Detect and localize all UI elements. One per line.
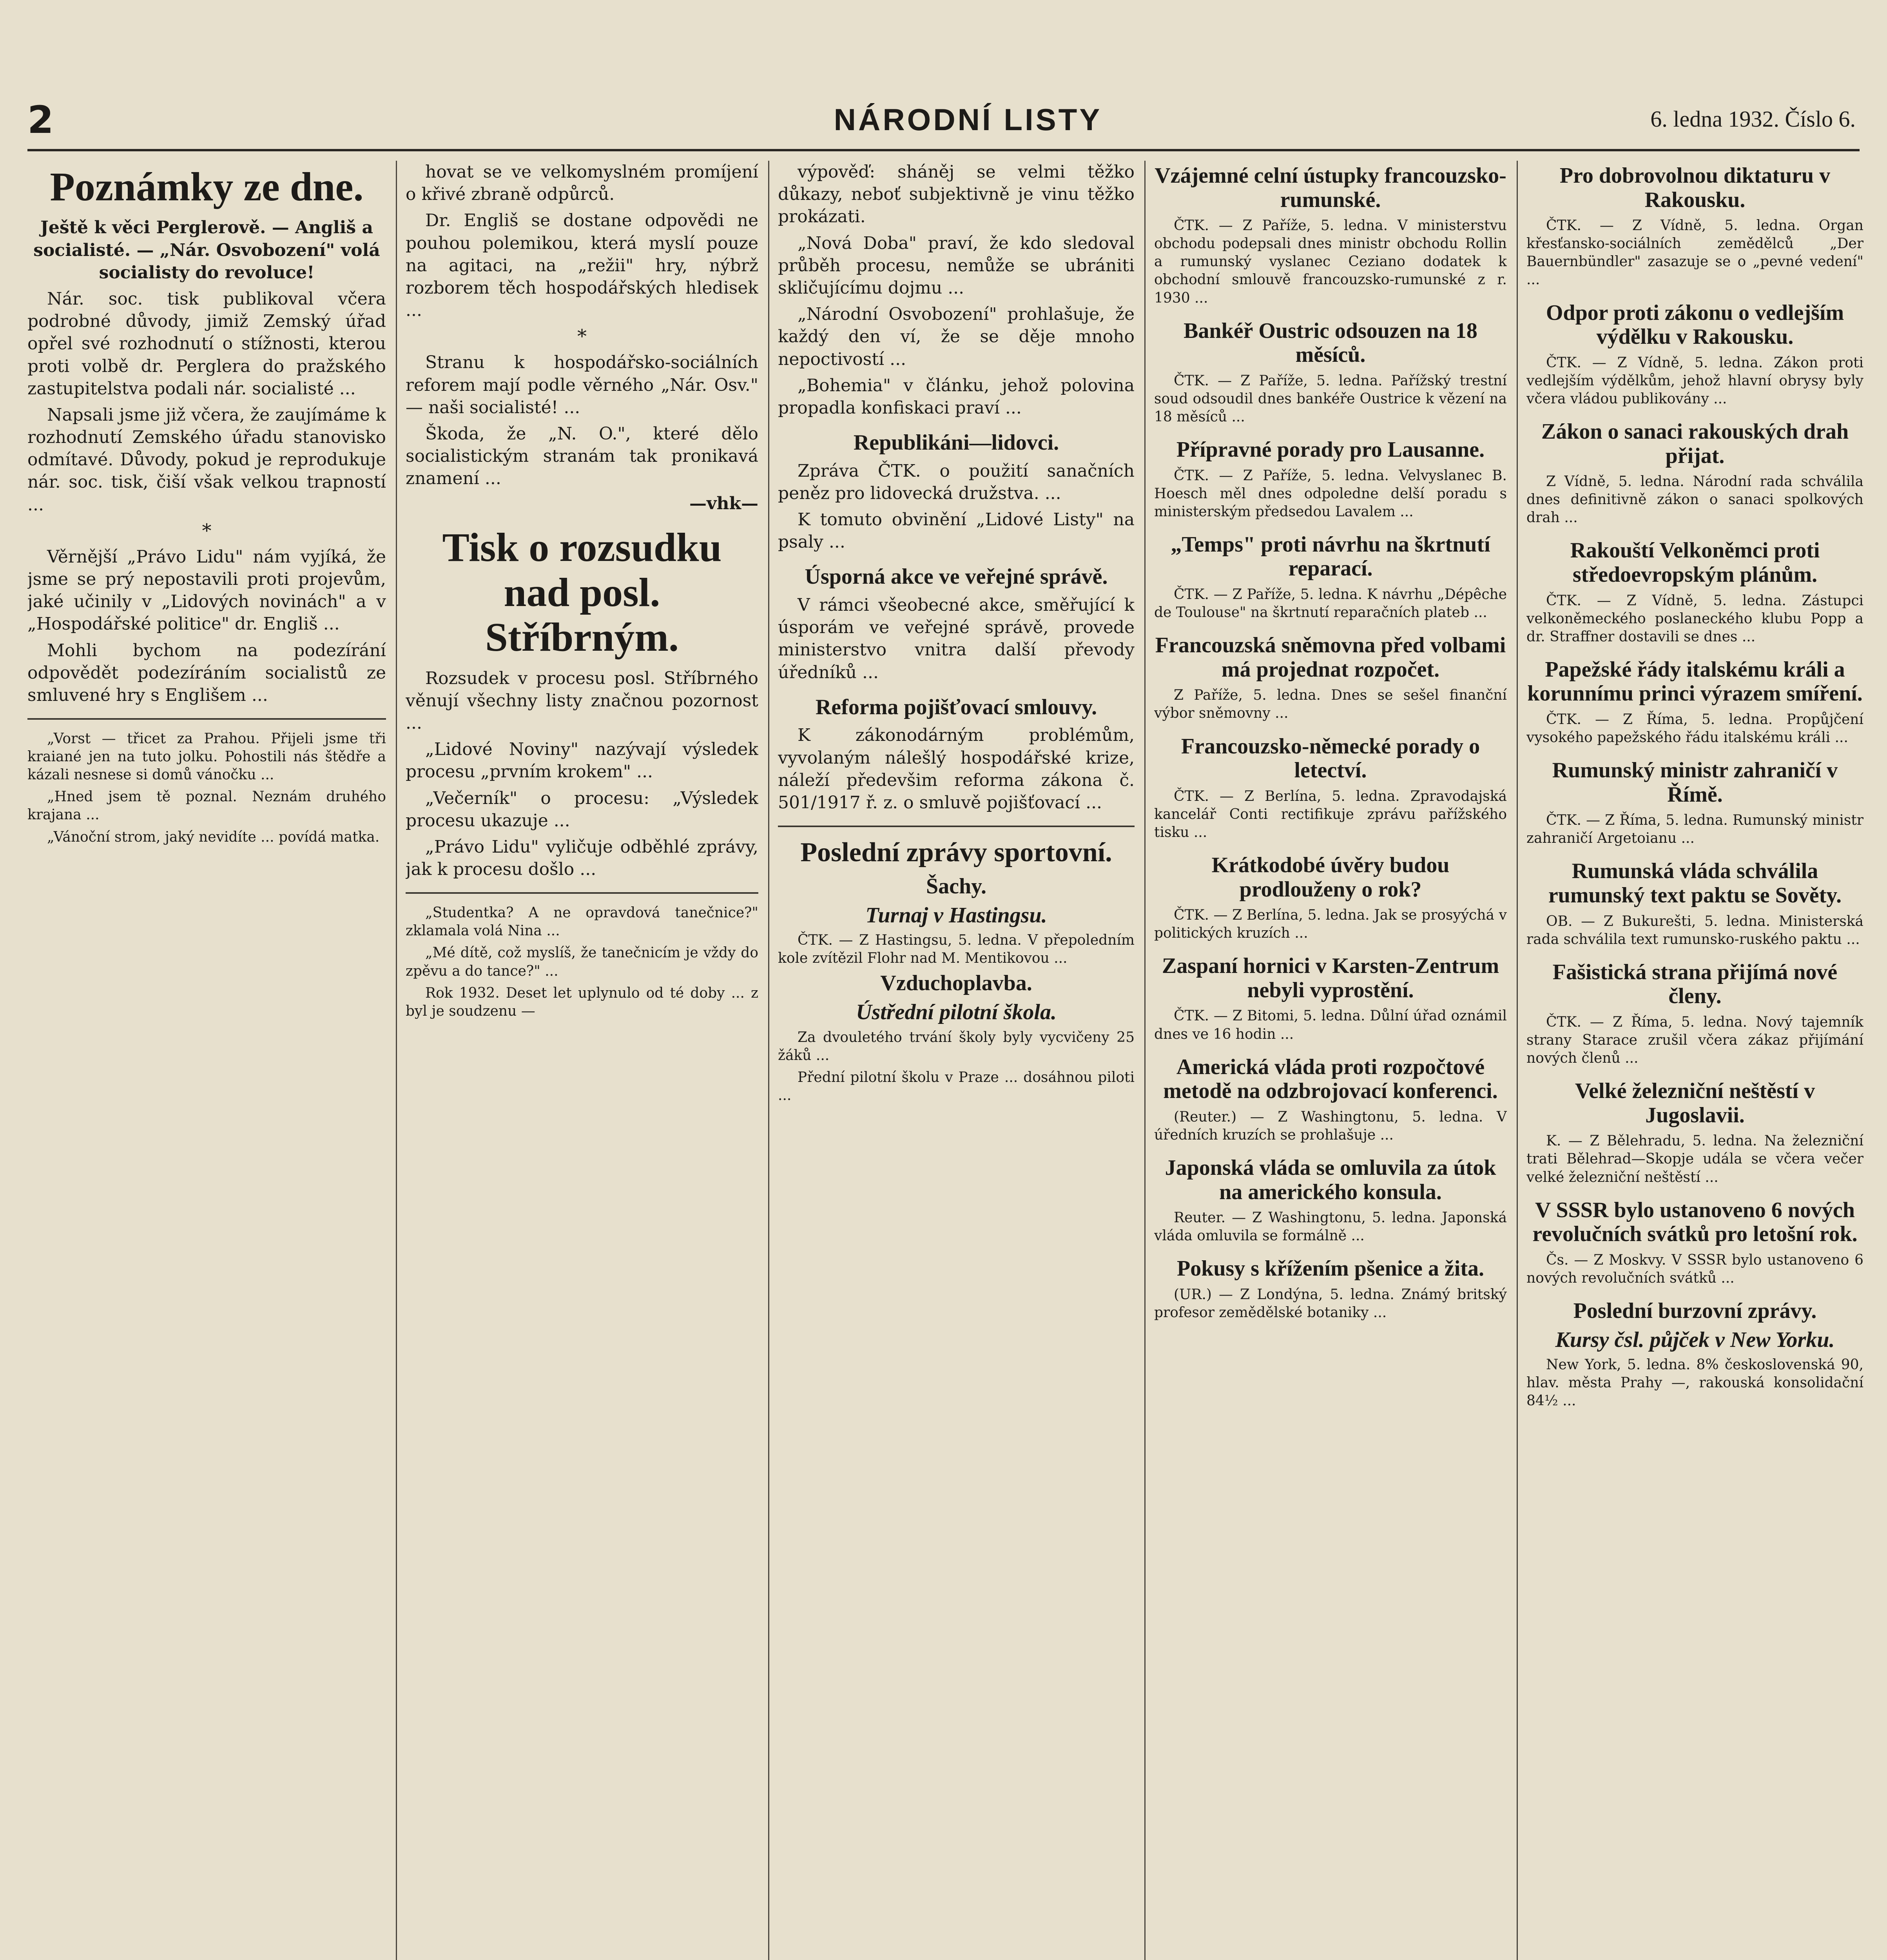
article-paragraph: „Večerník" o procesu: „Výsledek procesu ukazuje ... (406, 788, 758, 831)
article-paragraph: K zákonodárným problémům, vyvolaným nálešlý hospodářské krize, náleží předevšim reforma zákona č. 501/1917 ř. z. o smluvě pojišťovací ... (778, 725, 1135, 813)
article-title: Tisk o rozsudku nad posl. Stříbrným. (442, 525, 722, 660)
news-item (1526, 1299, 1863, 1410)
news-item (1154, 1055, 1507, 1144)
column-5 (1526, 161, 1863, 1960)
article-paragraph: ČTK. — Z Bitomi, 5. ledna. Důlní úřad oznámil dnes ve 16 hodin ... (1154, 1008, 1507, 1042)
article-paragraph: Nár. soc. tisk publikoval včera podrobné důvody, jimiž Zemský úřad opřel své rozhodnutí o stížnosti, kterou proti volbě dr. Perglera do pražského zastupitelstva podali nár. socialisté ... (27, 289, 386, 399)
news-item (1526, 539, 1863, 646)
column-4 (1154, 161, 1507, 1960)
article-paragraph: (UR.) — Z Londýna, 5. ledna. Známý britský profesor zemědělské botaniky ... (1154, 1286, 1507, 1321)
article-paragraph: „Bohemia" v článku, jehož polovina propadla konfiskaci praví ... (778, 375, 1135, 418)
article-paragraph: „Právo Lidu" vyličuje odběhlé zprávy, jak k procesu došlo ... (406, 837, 758, 880)
article-title: Reforma pojišťovací smlouvy. (815, 695, 1097, 719)
article-usporna-akce (778, 565, 1135, 683)
article-title: Úsporná akce ve veřejné správě. (805, 564, 1108, 589)
article-title: Rumunský ministr zahraničí v Římě. (1552, 758, 1838, 807)
news-item (1154, 853, 1507, 942)
feuilleton (406, 904, 758, 1020)
column-3 (778, 161, 1135, 1960)
article-poznamky (27, 165, 386, 706)
news-item (1526, 960, 1863, 1067)
column-1 (27, 161, 386, 1960)
article-paragraph: ČTK. — Z Říma, 5. ledna. Nový tajemník strany Starace zrušil včera zákaz přijímání nových členů ... (1526, 1014, 1863, 1067)
article-paragraph: ČTK. — Z Říma, 5. ledna. Rumunský ministr zahraničí Argetoianu ... (1526, 812, 1863, 847)
article-paragraph: ČTK. — Z Vídně, 5. ledna. Zástupci velkoněmeckého poslaneckého klubu Popp a dr. Straffner dostavili se dnes ... (1526, 592, 1863, 645)
article-paragraph: Napsali jsme již včera, že zaujímáme k rozhodnutí Zemského úřadu stanovisko odmítavé. Důvody, pokud je reprodukuje nár. soc. tisk, čiší však velkou trapností ... (27, 405, 386, 515)
article-paragraph: výpověď: sháněj se velmi těžko důkazy, neboť subjektivně je vinu těžko prokázati. (778, 162, 1135, 227)
feuilleton-paragraph: Rok 1932. Deset let uplynulo od té doby ... z byl je soudzenu — (406, 985, 758, 1019)
article-paragraph: K. — Z Bělehradu, 5. ledna. Na železniční trati Bělehrad—Skopje udála se včera večer velké železniční neštěstí ... (1526, 1133, 1863, 1185)
article-title: Pro dobrovolnou diktaturu v Rakousku. (1559, 163, 1831, 212)
article-title: Fašistická strana přijímá nové členy. (1552, 960, 1838, 1009)
article-paragraph: ČTK. — Z Říma, 5. ledna. Propůjčení vysokého papežského řádu italskému králi ... (1526, 711, 1863, 746)
news-item (1526, 1079, 1863, 1186)
article-title: Zákon o sanaci rakouských drah přijat. (1541, 419, 1849, 468)
news-item (1154, 533, 1507, 622)
article-title: Americká vláda proti rozpočtové metodě na odzbrojovací konferenci. (1163, 1054, 1498, 1103)
article-paragraph: ČTK. — Z Vídně, 5. ledna. Organ křesťansko-sociálních zemědělců „Der Bauernbündler" zasazuje se o „pevné vedení" ... (1526, 218, 1863, 288)
article-paragraph: „Lidové Noviny" nazývají výsledek procesu „prvním krokem" ... (406, 739, 758, 782)
article-paragraph: Mohli bychom na podezírání odpovědět podezíráním socialistů ze smluvené hry s Englišem ... (27, 640, 386, 705)
news-item (1526, 164, 1863, 289)
article-title: Japonská vláda se omluvila za útok na amerického konsula. (1165, 1155, 1496, 1204)
paper-title: NÁRODNÍ LISTY (834, 102, 1102, 137)
feuilleton-paragraph: „Studentka? A ne opravdová tanečnice?" zklamala volá Nina ... (406, 905, 758, 939)
article-paragraph: ČTK. — Z Paříže, 5. ledna. V ministerstvu obchodu podepsali dnes ministr obchodu Rollin a rumunský vyslanec Ceziano dodatek k obchodní smlouvě francouzsko-rumunské z r. 1930 ... (1154, 218, 1507, 306)
masthead (27, 90, 1860, 151)
news-item (1154, 1156, 1507, 1245)
article-title: Zaspaní hornici v Karsten-Zentrum nebyli vyprostění. (1162, 954, 1499, 1002)
article-paragraph: Čs. — Z Moskvy. V SSSR bylo ustanoveno 6 nových revolučních svátků ... (1526, 1252, 1863, 1286)
news-item (1154, 438, 1507, 521)
article-paragraph: Zpráva ČTK. o použití sanačních peněz pro lidovecká družstva. ... (778, 461, 1135, 503)
article-paragraph: „Národní Osvobození" prohlašuje, že každý den ví, že se děje mnoho nepoctivostí ... (778, 304, 1135, 369)
column-rule (768, 161, 769, 1960)
article-paragraph: hovat se ve velkomyslném promíjení o křivé zbraně odpůrců. (406, 162, 758, 205)
article-paragraph: Z Vídně, 5. ledna. Národní rada schválila dnes definitivně zákon o sanaci spolkových drah ... (1526, 474, 1863, 526)
article-republikani (778, 431, 1135, 553)
article-title: Rumunská vláda schválila rumunský text paktu se Sověty. (1548, 859, 1842, 908)
news-item (1526, 301, 1863, 408)
section-subtitle: Turnaj v Hastingsu. (865, 903, 1047, 927)
article-title: Bankéř Oustric odsouzen na 18 měsíců. (1184, 318, 1477, 367)
article-title: Odpor proti zákonu o vedlejším výdělku v Rakousku. (1546, 300, 1844, 349)
section-rule (406, 892, 758, 894)
article-paragraph: ČTK. — Z Paříže, 5. ledna. Pařížský trestní soud odsoudil dnes bankéře Oustrice k vězení na 18 měsíců ... (1154, 372, 1507, 425)
feuilleton-paragraph: „Mé dítě, což myslíš, že tanečnicím je vždy do zpěvu a do tance?" ... (406, 945, 758, 979)
section-subtitle: Šachy. (926, 874, 987, 899)
section-rule (27, 718, 386, 720)
article-paragraph: ČTK. — Z Vídně, 5. ledna. Zákon proti vedlejším výdělkům, jehož hlavní obrysy byly včera vládou publikovány ... (1526, 354, 1863, 407)
news-item (1154, 319, 1507, 426)
article-title: Velké železniční neštěstí v Jugoslavii. (1575, 1079, 1815, 1127)
feuilleton-paragraph: „Hned jsem tě poznal. Neznám druhého krajana ... (27, 789, 386, 823)
feuilleton-paragraph: „Vánoční strom, jaký nevidíte ... povídá matka. (47, 829, 380, 845)
article-title: Pokusy s křížením pšenice a žita. (1177, 1256, 1484, 1281)
article-signature: —vhk— (689, 494, 758, 514)
article-title: Republikáni—lidovci. (853, 430, 1059, 455)
article-title: Krátkodobé úvěry budou prodlouženy o rok? (1211, 853, 1450, 902)
article-title: Rakouští Velkoněmci proti středoevropským plánům. (1570, 538, 1820, 587)
article-paragraph: Dr. Engliš se dostane odpovědi ne pouhou polemikou, která myslí pouze na agitaci, na „režii" hry, nýbrž rozborem těch hospodářských hledisek ... (406, 211, 758, 321)
article-title: Poslední burzovní zprávy. (1573, 1298, 1817, 1323)
article-paragraph: Rozsudek v procesu posl. Stříbrného věnují všechny listy značnou pozornost ... (406, 668, 758, 733)
article-paragraph: Reuter. — Z Washingtonu, 5. ledna. Japonská vláda omluvila se formálně ... (1154, 1210, 1507, 1244)
news-item (1526, 859, 1863, 948)
news-item (1526, 658, 1863, 747)
column-rule (396, 161, 397, 1960)
article-paragraph: Stranu k hospodářsko-sociálních reforem mají podle věrného „Nár. Osv." — naši socialisté! ... (406, 352, 758, 417)
article-paragraph: New York, 5. ledna. 8% československá 90, hlav. města Prahy —, rakouská konsolidační 84½ ... (1526, 1357, 1863, 1409)
article-paragraph: V rámci všeobecné akce, směřující k úsporám ve veřejné správě, provede ministerstvo vnitra další převody úředníků ... (778, 595, 1135, 682)
article-paragraph: ČTK. — Z Berlína, 5. ledna. Zpravodajská kancelář Conti rectifikuje zprávu pařížského tisku ... (1154, 788, 1507, 840)
article-paragraph: OB. — Z Bukurešti, 5. ledna. Ministerská rada schválila text rumunsko-ruského paktu ... (1526, 913, 1863, 947)
article-title: Papežské řády italskému králi a korunnímu princi výrazem smíření. (1527, 657, 1863, 706)
article-paragraph: „Nová Doba" praví, že kdo sledoval průběh procesu, nemůže se ubrániti skličujícímu dojmu ... (778, 233, 1135, 298)
article-paragraph: ČTK. — Z Hastingsu, 5. ledna. V přepoledním kole zvítězil Flohr nad M. Mentikovou ... (778, 932, 1135, 967)
section-subtitle: Ústřední pilotní škola. (856, 1000, 1057, 1025)
article-sport (778, 837, 1135, 1105)
feuilleton (27, 730, 386, 846)
news-item (1154, 633, 1507, 722)
article-paragraph: Přední pilotní školu v Praze ... dosáhnou piloti ... (778, 1069, 1135, 1103)
section-rule (778, 826, 1135, 827)
section-subtitle: Kursy čsl. půjček v New Yorku. (1555, 1327, 1835, 1352)
article-title: Přípravné porady pro Lausanne. (1176, 437, 1485, 462)
separator-star: * (202, 519, 212, 542)
news-item (1154, 735, 1507, 842)
article-paragraph: ČTK. — Z Paříže, 5. ledna. Velvyslanec B. Hoesch měl dnes odpoledne delší poradu s ministerským předsedou Lavalem ... (1154, 467, 1507, 520)
article-paragraph: ČTK. — Z Berlína, 5. ledna. Jak se prosyýchá v politických kruzích ... (1154, 907, 1507, 942)
article-paragraph: ČTK. — Z Paříže, 5. ledna. K návrhu „Dépêche de Toulouse" na škrtnutí reparačních plateb ... (1154, 586, 1507, 621)
date-issue: 6. ledna 1932. Číslo 6. (1650, 106, 1856, 132)
news-item (1526, 759, 1863, 848)
article-paragraph: Za dvouletého trvání školy byly vycvičeny 25 žáků ... (778, 1029, 1135, 1063)
section-subtitle: Vzduchoplavba. (880, 971, 1032, 996)
article-subtitle: Ještě k věci Perglerově. — Angliš a socialisté. — „Nár. Osvobození" volá socialisty do revoluce! (33, 218, 380, 283)
article-continued (406, 161, 758, 514)
news-item (1154, 1257, 1507, 1322)
column-2 (406, 161, 758, 1960)
article-paragraph: Škoda, že „N. O.", které dělo socialistickým stranám tak pronikavá znamení ... (406, 423, 758, 489)
article-paragraph: Věrnější „Právo Lidu" nám vyjíká, že jsme se prý nepostavili proti projevům, jaké učinily v „Lidových novinách" a v „Hospodářské politice" dr. Engliš ... (27, 546, 386, 634)
page-number: 2 (27, 98, 54, 142)
news-item (1154, 954, 1507, 1043)
article-title: Poslední zprávy sportovní. (800, 837, 1112, 868)
article-paragraph: Z Paříže, 5. ledna. Dnes se sešel finanční výbor sněmovny ... (1154, 687, 1507, 722)
article-reforma (778, 695, 1135, 814)
news-item (1526, 420, 1863, 527)
article-continued (778, 161, 1135, 419)
article-title: Francouzská sněmovna před volbami má projednat rozpočet. (1155, 633, 1506, 682)
article-tisk (406, 525, 758, 880)
article-title: Francouzsko-německé porady o letectví. (1181, 734, 1480, 783)
article-title: Vzájemné celní ústupky francouzsko-rumunské. (1155, 163, 1506, 212)
feuilleton-paragraph: „Vorst — třicet za Prahou. Přijeli jsme tři kraiané jen na tuto jolku. Pohostili nás štědře a kázali nesnese si domů vánočku ... (27, 731, 386, 783)
article-paragraph: K tomuto obvinění „Lidové Listy" na psaly ... (778, 510, 1135, 552)
article-title: V SSSR bylo ustanoveno 6 nových revolučních svátků pro letošní rok. (1532, 1198, 1858, 1247)
news-item (1154, 164, 1507, 307)
column-rule (1517, 161, 1518, 1960)
article-title: Poznámky ze dne. (50, 164, 364, 209)
article-title: „Temps" proti návrhu na škrtnutí reparací. (1171, 532, 1490, 581)
separator-star: * (577, 325, 587, 348)
column-rule (1144, 161, 1146, 1960)
news-item (1526, 1198, 1863, 1287)
article-paragraph: (Reuter.) — Z Washingtonu, 5. ledna. V úředních kruzích se prohlašuje ... (1154, 1109, 1507, 1143)
